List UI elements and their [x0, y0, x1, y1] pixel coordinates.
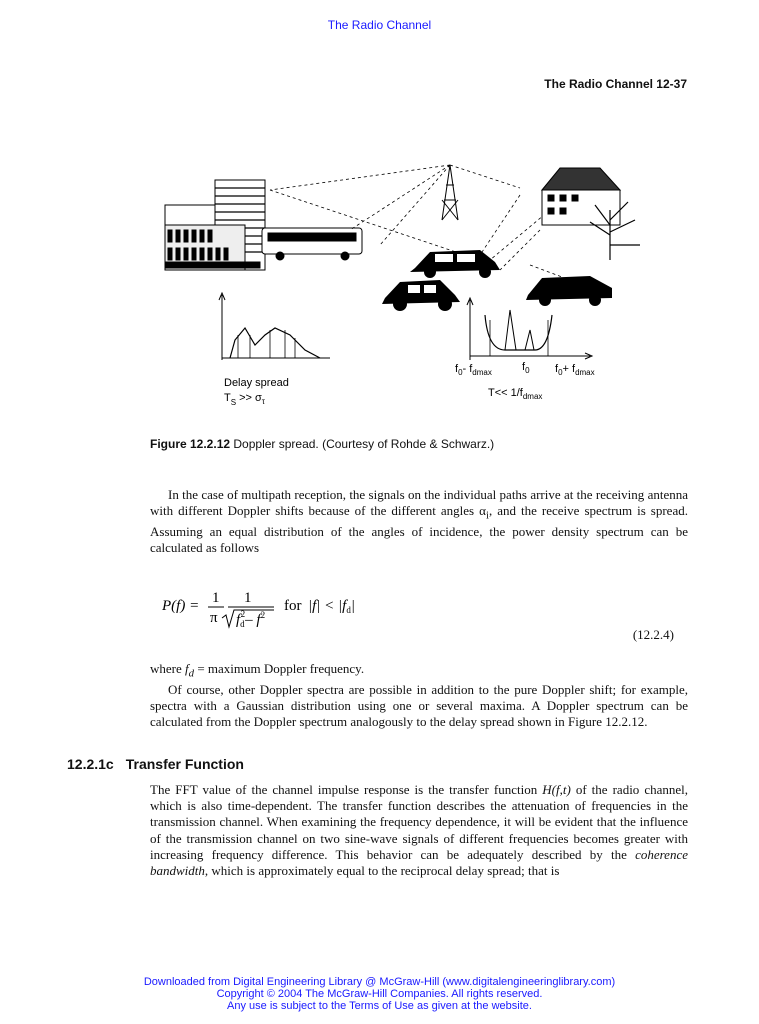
top-link[interactable]: The Radio Channel [327, 18, 432, 32]
building-illustration [165, 180, 265, 270]
label-t-rel: $T<< 1/f_{dmax}$ [488, 387, 543, 401]
section-heading: 12.2.1c Transfer Function [67, 756, 244, 772]
label-f0-plus-fdmax: $f_0+ f_{dmax}$ [555, 363, 595, 377]
svg-text:|f| < |fd|: $|f| < |f_d|$ [308, 598, 355, 615]
doppler-spread-figure [150, 150, 650, 420]
doppler-spectrum-plot [467, 298, 592, 360]
svg-text:π: π [210, 610, 218, 626]
antenna-tower-illustration [442, 165, 458, 220]
bus-illustration [262, 228, 362, 260]
figure-caption: Figure 12.2.12 Doppler spread. (Courtesy of Rohde & Schwarz.) [150, 437, 495, 451]
svg-text:for: for [284, 598, 302, 614]
car-illustration-3 [526, 276, 612, 306]
running-head: The Radio Channel 12-37 [544, 77, 687, 91]
car-illustration-2 [382, 280, 460, 311]
footer-line-3[interactable]: Any use is subject to the Terms of Use as given at the website. [227, 1000, 532, 1012]
equation-number: (12.2.4) [632, 627, 674, 642]
footer-notice[interactable] [0, 976, 759, 1012]
svg-text:fd2– f2: $f_d2-$ $f^2$ [236, 609, 266, 629]
label-ts: $T_S >> \sigma_\tau$ [224, 392, 265, 407]
paragraph-doppler: where $f_d$ = maximum Doppler frequency. Of course, other Doppler spectra are possible in addition to the pure Doppler shift; for example, spectra with a Gaussian distribution using one or several maxima. A Doppler spectrum can be calculated from the Doppler spectrum analogously to the delay spread shown in Figure 12.2.12. [150, 661, 688, 730]
svg-text:1: 1 [212, 590, 220, 606]
svg-text:1: 1 [244, 590, 252, 606]
label-f0: $f_0$ [522, 361, 530, 375]
delay-spread-plot [219, 293, 330, 360]
paragraph-transfer-function: The FFT value of the channel impulse response is the transfer function H(f,t) of the radio channel, which is also time-dependent. The transfer function describes the attenuation of frequencies in the transmission channel. When examining the frequency dependence, it will be evident that the influence of the transmission channel on two sine-wave signals of different frequencies becomes greater with increasing frequency difference. This behavior can be adequately described by the coherence bandwidth, which is approximately equal to the reciprocal delay spread; that is [150, 782, 689, 879]
equation-power-density [162, 585, 692, 645]
label-delay-spread: Delay spread [224, 377, 289, 389]
svg-text:P(f) =: P(f) = [162, 598, 200, 614]
footer-line-1[interactable]: Downloaded from Digital Engineering Library @ McGraw-Hill (www.digitalengineeringlibrary.com) [143, 976, 616, 988]
footer-line-2: Copyright © 2004 The McGraw-Hill Companies. All rights reserved. [216, 988, 543, 1000]
farmhouse-illustration [542, 168, 640, 260]
car-illustration-1 [410, 250, 500, 278]
paragraph-multipath: In the case of multipath reception, the signals on the individual paths arrive at the receiving antenna with different Doppler shifts because of the different angles $\alpha_i$, and the receive spectrum is spread. Assuming an equal distribution of the angles of incidence, the power density spectrum can be calculated as follows [150, 487, 688, 556]
label-f0-minus-fdmax: $f_0-$ $f_{dmax}$ [455, 363, 492, 377]
